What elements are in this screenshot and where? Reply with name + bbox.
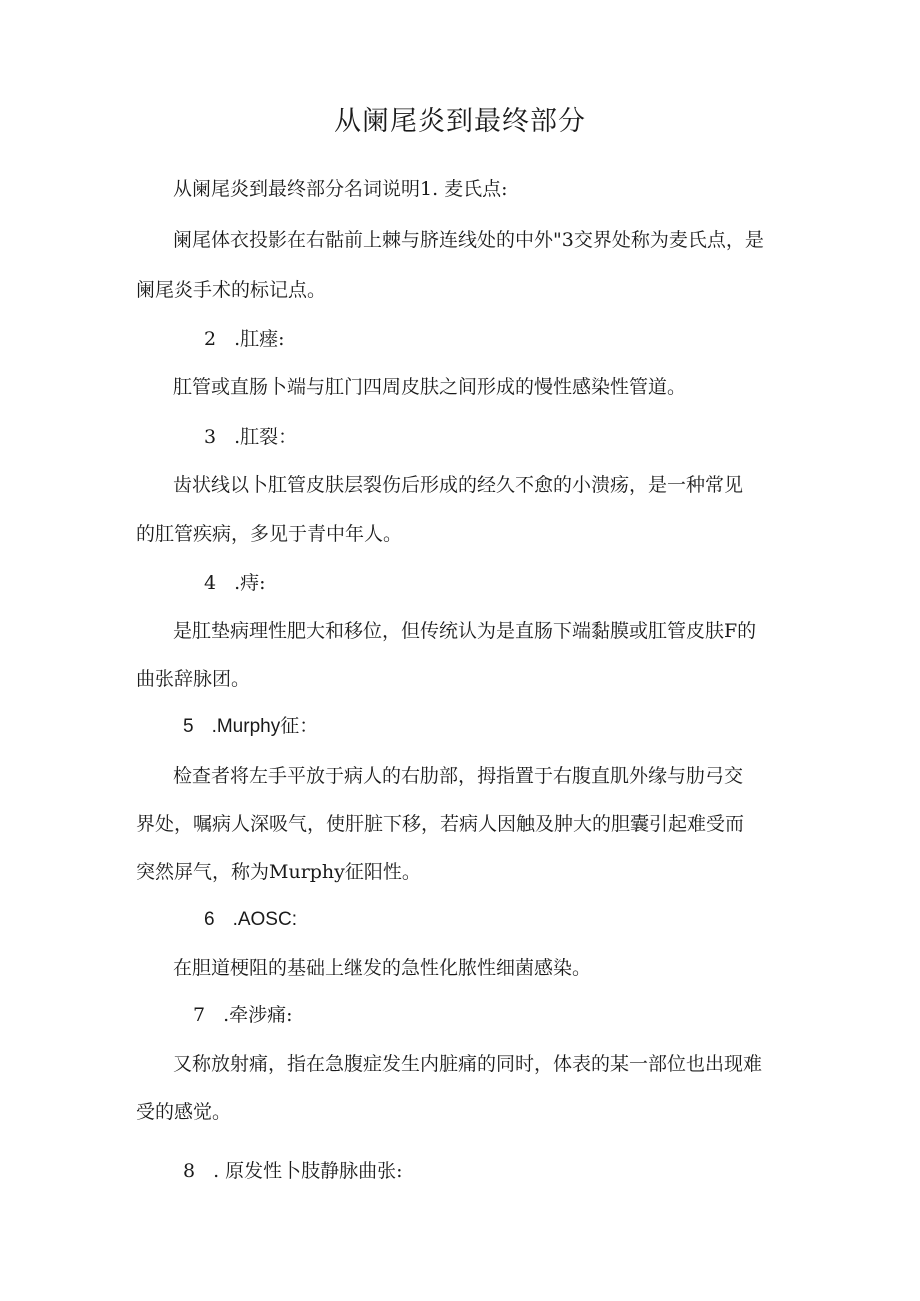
definition-7-line-2: 受的感觉。 — [136, 1101, 232, 1123]
definition-4-line-1: 是肛垫病理性肥大和移位，但传统认为是直肠下端黏膜或肛管皮肤F的 — [173, 620, 757, 642]
term-7-number: 7 — [193, 1004, 206, 1026]
definition-1-line-1: 阑尾体衣投影在右骷前上棘与脐连线处的中外"3交界处称为麦氏点，是 — [173, 229, 764, 251]
definition-3-line-1: 齿状线以卜肛管皮肤层裂伤后形成的经久不愈的小溃疡，是一种常见 — [173, 474, 744, 496]
term-8-heading — [183, 1157, 403, 1185]
definition-5-line-1: 检查者将左手平放于病人的右肋部，拇指置于右腹直肌外缘与肋弓交 — [173, 765, 744, 787]
term-2-number: 2 — [204, 328, 217, 350]
definition-2-line-1: 肛管或直肠卜端与肛门四周皮肤之间形成的慢性感染性管道。 — [173, 376, 687, 398]
document-title: 从阑尾炎到最终部分 — [334, 106, 586, 137]
term-8-label: . 原发性卜肢静脉曲张: — [213, 1160, 403, 1182]
term-3-label: .肛裂： — [234, 426, 298, 448]
definition-5-line-2: 界处，嘱病人深吸气，使肝脏下移，若病人因触及肿大的胆囊引起难受而 — [136, 813, 745, 835]
term-2-label: .肛瘗: — [234, 328, 285, 350]
term-8-number: 8 — [183, 1160, 196, 1182]
term-5-label: .Murphy征： — [211, 716, 319, 737]
term-6-label: .AOSC: — [232, 909, 297, 930]
term-2-heading — [204, 325, 285, 353]
term-6-heading — [204, 906, 297, 934]
term-4-number: 4 — [204, 572, 217, 594]
term-3-number: 3 — [204, 426, 217, 448]
term-6-number: 6 — [204, 909, 215, 930]
term-4-label: .痔: — [234, 572, 266, 594]
term-7-label: .牵涉痛: — [223, 1004, 293, 1026]
definition-3-line-2: 的肛管疾病，多见于青中年人。 — [136, 523, 403, 545]
definition-6-line-1: 在胆道梗阻的基础上继发的急性化脓性细菌感染。 — [173, 957, 592, 979]
definition-7-line-1: 又称放射痛，指在急腹症发生内脏痛的同时，体表的某一部位也出现难 — [173, 1053, 763, 1075]
definition-4-line-2: 曲张辞脉团。 — [136, 668, 251, 690]
intro-line: 从阑尾炎到最终部分名词说明1. 麦氏点: — [173, 178, 508, 200]
definition-1-line-2: 阑尾炎手术的标记点。 — [136, 279, 327, 301]
term-7-heading — [193, 1001, 293, 1029]
term-3-heading — [204, 423, 297, 451]
definition-5-line-3: 突然屏气，称为Murphy征阳性。 — [136, 861, 421, 883]
term-4-heading — [204, 569, 266, 597]
term-5-number: 5 — [183, 716, 194, 737]
term-5-heading — [183, 713, 318, 741]
